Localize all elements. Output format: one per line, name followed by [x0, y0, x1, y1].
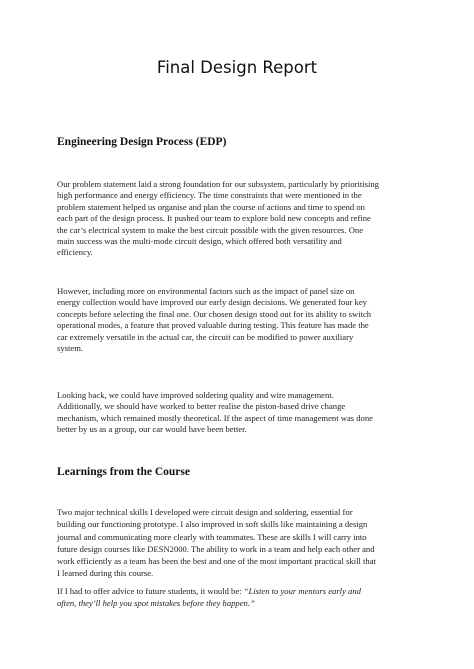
- paragraph-line: I learned during this course.: [57, 568, 154, 579]
- paragraph-line: Additionally, we should have worked to better realise the piston-based drive change: [57, 401, 346, 412]
- paragraph-line: the car’s electrical system to make the best circuit possible with the given resources. One: [57, 224, 364, 235]
- paragraph-line: high performance and energy efficiency. The time constraints that were mentioned in the: [57, 190, 362, 201]
- advice-intro: If I had to offer advice to future students, it would be:: [57, 586, 244, 596]
- paragraph-line: concepts before selecting the final one. Our chosen design stood out for its ability to switch: [57, 308, 372, 319]
- paragraph-line: energy collection would have improved our early design decisions. We generated four key: [57, 297, 367, 308]
- section-heading-edp: Engineering Design Process (EDP): [57, 136, 227, 148]
- paragraph-line: Our problem statement laid a strong foundation for our subsystem, particularly by prioritising: [57, 179, 379, 189]
- paragraph-edp-3: [57, 390, 419, 436]
- advice-quote: “Listen to your mentors early and: [243, 586, 361, 596]
- paragraph-line: work efficiently as a team has been the best and one of the most important practical skill that: [57, 556, 376, 567]
- paragraph-edp-2: [57, 286, 419, 354]
- paragraph-line: mechanism, which remained mostly theoretical. If the aspect of time management was done: [57, 412, 373, 423]
- paragraph-learnings-1: [57, 506, 419, 580]
- paragraph-line: each part of the design process. It pushed our team to explore bold new concepts and refine: [57, 213, 371, 224]
- paragraph-edp-1: [57, 179, 419, 259]
- page-title: Final Design Report: [156, 58, 318, 77]
- section-heading-learnings: Learnings from the Course: [57, 466, 190, 478]
- paragraph-line: problem statement helped us organise and plan the course of actions and time to spend on: [57, 201, 365, 212]
- paragraph-line: [57, 585, 419, 597]
- paragraph-line: However, including more on environmental factors such as the impact of panel size on: [57, 286, 355, 296]
- paragraph-line: Two major technical skills I developed were circuit design and soldering, essential for: [57, 507, 353, 517]
- paragraph-line: system.: [57, 343, 84, 354]
- advice-quote-continued: often, they’ll help you spot mistakes before they happen.”: [57, 598, 255, 609]
- paragraph-line: building our functioning prototype. I also improved in soft skills like maintaining a design: [57, 519, 368, 530]
- paragraph-line: future design courses like DESN2000. The ability to work in a team and help each other and: [57, 543, 375, 554]
- paragraph-line: better by us as a group, our car would have been better.: [57, 424, 247, 435]
- paragraph-line: efficiency.: [57, 247, 93, 258]
- paragraph-line: car extremely versatile in the actual car, the circuit can be modified to power auxiliary: [57, 331, 354, 342]
- paragraph-line: main success was the multi-mode circuit design, which offered both versatility and: [57, 236, 342, 247]
- paragraph-line: Looking back, we could have improved soldering quality and wire management.: [57, 390, 334, 400]
- paragraph-line: operational modes, a feature that proved valuable during testing. This feature has made the: [57, 320, 369, 331]
- paragraph-learnings-advice: [57, 585, 419, 610]
- paragraph-line: journal and communicating more clearly with teammates. These are skills I will carry into: [57, 531, 367, 542]
